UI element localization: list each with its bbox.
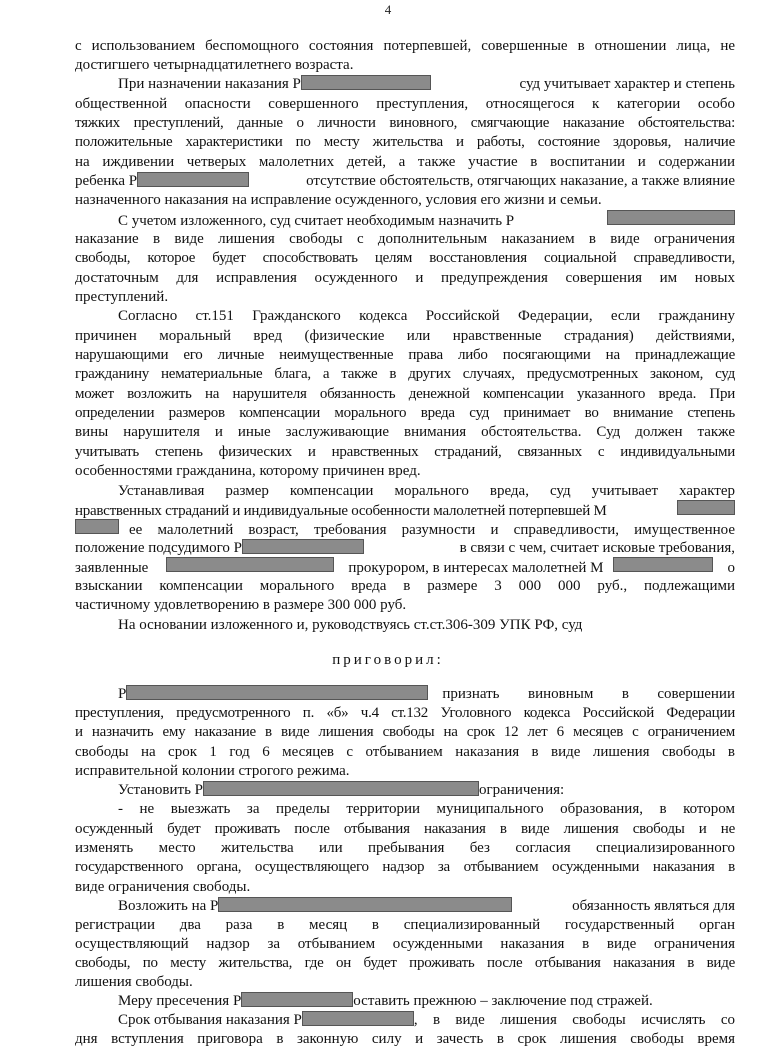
text-line: определении размеров компенсации морального вреда суд принимает во внимание степень (75, 405, 735, 421)
text-fragment: , в виде лишения свободы исчислять со (413, 1012, 735, 1028)
text-fragment: положение подсудимого Р (75, 538, 364, 558)
text-line: Устанавливая размер компенсации морального вреда, суд учитывает характер (118, 483, 735, 499)
text-line: виде ограничения свободы. (75, 879, 251, 895)
text-fragment: суд учитывает характер и степень (519, 76, 735, 92)
text-fragment: отсутствие обстоятельств, отягчающих наказание, а также влияние (306, 173, 735, 189)
text-line (118, 896, 735, 916)
text-line: вины нарушителя и иные заслуживающие внимания обстоятельства. Суд должен также (75, 424, 735, 440)
text-fragment: прокурором, в интересах малолетней М (348, 560, 604, 576)
redaction-box (126, 685, 428, 700)
text-line (118, 684, 735, 704)
text-fragment: признать виновным в совершении (442, 686, 735, 702)
text-line (75, 557, 735, 577)
text-line: - не выезжать за пределы территории муниципального образования, в котором (118, 801, 735, 817)
text-fragment: Р (118, 684, 428, 704)
text-line (118, 1010, 735, 1030)
redaction-box (137, 172, 249, 187)
text-fragment: ее малолетний возраст, требования разумности и справедливости, имущественное (129, 522, 735, 538)
redaction-box (241, 992, 353, 1007)
page-number: 4 (384, 2, 392, 17)
text-fragment: нравственных страданий и индивидуальные особенности малолетней потерпевшей М (75, 503, 607, 519)
text-line (118, 991, 735, 1011)
text-line: положительные характеристики по месту жительства и работы, состояние здоровья, наличие (75, 134, 735, 150)
redaction-box (242, 539, 364, 554)
text-line: с использованием беспомощного состояния потерпевшей, совершенные в отношении лица, не (75, 38, 735, 54)
text-line: дня вступления приговора в законную силу и зачесть в срок лишения свободы время (75, 1031, 735, 1047)
text-fragment: Срок отбывания наказания Р (118, 1010, 414, 1030)
text-line (118, 210, 735, 230)
text-line: наказание в виде лишения свободы с дополнительным наказанием в виде ограничения (75, 231, 735, 247)
redaction-box (302, 1011, 414, 1026)
text-line: гражданину нематериальные блага, а также в других случаях, предусмотренных законом, суд (75, 366, 735, 382)
text-fragment: С учетом изложенного, суд считает необходимым назначить Р (118, 213, 515, 229)
text-line (75, 500, 735, 520)
text-line: общественной опасности совершенного преступления, относящегося к категории особо (75, 96, 735, 112)
text-fragment: ограничения: (479, 782, 565, 798)
redaction-box (607, 210, 735, 225)
redaction-box (166, 557, 334, 572)
text-line (75, 538, 735, 558)
text-line: лишения свободы. (75, 974, 193, 990)
text-line (118, 74, 735, 94)
text-line: нарушающими его личные неимущественные права либо посягающими на принадлежащие (75, 347, 735, 363)
text-fragment: в связи с чем, считает исковые требования, (459, 540, 735, 556)
redaction-box (677, 500, 735, 515)
text-line (118, 780, 735, 800)
redaction-box (218, 897, 512, 912)
text-line: осужденный будет проживать после отбывания наказания в виде лишения свободы и не (75, 821, 735, 837)
text-line: свободы, которое будет способствовать целям восстановления социальной справедливости, (75, 250, 735, 266)
text-fragment: обязанность являться для (572, 898, 735, 914)
text-fragment: Установить Р (118, 782, 203, 798)
text-line: тяжких преступлений, данные о личности виновного, смягчающие наказание обстоятельства: (75, 115, 735, 131)
text-line: свободы на срок 1 год 6 месяцев с отбыванием наказания в виде лишения свободы в (75, 744, 735, 760)
text-line: причинен моральный вред (физические или нравственные страдания) действиями, (75, 328, 735, 344)
redaction-box (613, 557, 713, 572)
text-line: достигшего четырнадцатилетнего возраста. (75, 57, 354, 73)
text-line: Согласно ст.151 Гражданского кодекса Российской Федерации, если гражданину (118, 308, 735, 324)
redaction-box (301, 75, 431, 90)
text-fragment: Возложить на Р (118, 896, 512, 916)
redaction-box (75, 519, 119, 534)
text-fragment: заявленные (75, 560, 149, 576)
redaction-box (203, 781, 479, 796)
text-line: свободы, по месту жительства, где он будет проживать после отбывания наказания в виде (75, 955, 735, 971)
text-line: особенностями гражданина, которому причинен вред. (75, 463, 421, 479)
text-line: регистрации два раза в месяц в специализированный государственный орган (75, 917, 735, 933)
text-fragment: о (727, 560, 735, 576)
text-fragment: оставить прежнюю – заключение под стражей. (353, 993, 653, 1009)
text-line: взыскании компенсации морального вреда в размере 3 000 000 руб., подлежащими (75, 578, 735, 594)
text-fragment: При назначении наказания Р (118, 74, 431, 94)
text-line (75, 519, 735, 539)
text-line: На основании изложенного и, руководствуясь ст.ст.306-309 УПК РФ, суд (118, 617, 583, 633)
text-line: может возложить на нарушителя обязанность денежной компенсации указанного вреда. При (75, 386, 735, 402)
text-fragment: ребенка Р (75, 171, 249, 191)
text-line: и назначить ему наказание в виде лишения свободы на срок 12 лет 6 месяцев с ограничением (75, 724, 735, 740)
text-line: исправительной колонии строгого режима. (75, 763, 350, 779)
verdict-heading: приговорил: (332, 652, 444, 668)
text-line: преступления, предусмотренного п. «б» ч.4 ст.132 Уголовного кодекса Российской Федерации (75, 705, 735, 721)
text-line: достаточным для исправления осужденного и предупреждения совершения им новых (75, 270, 735, 286)
text-line: на иждивении четверых малолетних детей, а также участие в воспитании и содержании (75, 154, 735, 170)
text-line: изменять место жительства или пребывания без согласия специализированного (75, 840, 735, 856)
text-fragment: Меру пресечения Р (118, 993, 242, 1009)
text-line: частичному удовлетворению в размере 300 000 руб. (75, 597, 407, 613)
text-line: преступлений. (75, 289, 169, 305)
text-line: осуществляющий надзор за отбыванием осужденными наказания в виде ограничения (75, 936, 735, 952)
text-line: назначенного наказания на исправление осужденного, условия его жизни и семьи. (75, 192, 602, 208)
text-line (75, 171, 735, 191)
text-line: государственного органа, осуществляющего надзор за отбыванием осужденными наказания в (75, 859, 735, 875)
text-line: учитывать степень физических и нравственных страданий, связанных с индивидуальными (75, 444, 735, 460)
